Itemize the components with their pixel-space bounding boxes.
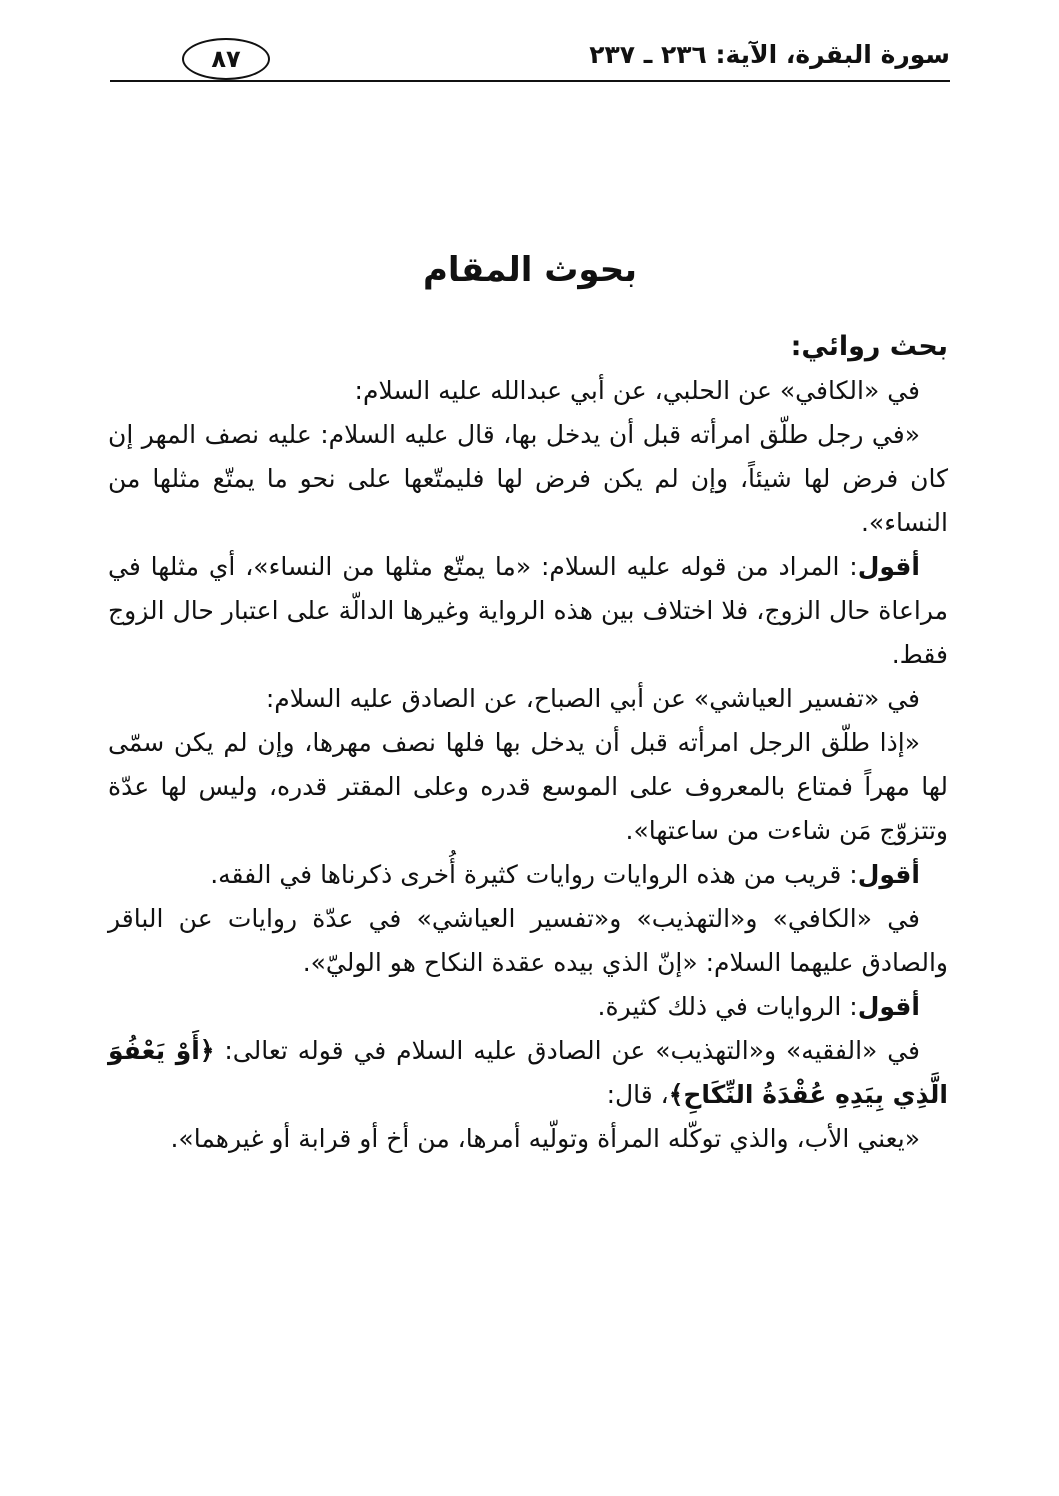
paragraph-text-after: ، قال: bbox=[606, 1080, 669, 1109]
paragraph-text: «إذا طلّق الرجل امرأته قبل أن يدخل بها فلها نصف مهرها، وإن لم يكن سمّى لها مهراً فمتاع بالمعروف على الموسع قدره وعلى المقتر قدره، وليس لها عدّة وتتزوّج مَن شاءت من ساعتها». bbox=[108, 728, 948, 845]
paragraph bbox=[108, 1117, 948, 1161]
page-number: ٨٧ bbox=[182, 38, 270, 80]
page-title: بحوث المقام bbox=[423, 250, 637, 290]
paragraph bbox=[108, 677, 948, 721]
paragraph bbox=[108, 545, 948, 677]
paragraph-lead: أقول bbox=[857, 860, 920, 889]
paragraph bbox=[108, 369, 948, 413]
paragraph-text: : قريب من هذه الروايات روايات كثيرة أُخرى ذكرناها في الفقه. bbox=[210, 860, 858, 889]
paragraph-lead: أقول bbox=[857, 992, 920, 1021]
paragraph-lead: أقول bbox=[857, 552, 920, 581]
paragraph-text: «يعني الأب، والذي توكّله المرأة وتولّيه أمرها، من أخ أو قرابة أو غيرهما». bbox=[170, 1124, 920, 1153]
page-header bbox=[110, 38, 950, 88]
paragraph-text: «في رجل طلّق امرأته قبل أن يدخل بها، قال عليه السلام: عليه نصف المهر إن كان فرض لها شيئاً، وإن لم يكن فرض لها فليمتّعها على نحو ما يمتّع مثلها من النساء». bbox=[108, 420, 948, 537]
paragraph bbox=[108, 985, 948, 1029]
paragraph-text: : الروايات في ذلك كثيرة. bbox=[597, 992, 858, 1021]
paragraph-text: : المراد من قوله عليه السلام: «ما يمتّع مثلها من النساء»، أي مثلها في مراعاة حال الزوج، فلا اختلاف بين هذه الرواية وغيرها الدالّة على اعتبار حال الزوج فقط. bbox=[108, 552, 948, 669]
paragraph bbox=[108, 721, 948, 853]
paragraph-text: في «الكافي» عن الحلبي، عن أبي عبدالله عليه السلام: bbox=[354, 376, 920, 405]
paragraph bbox=[108, 1029, 948, 1117]
body-text bbox=[108, 325, 948, 1161]
paragraph bbox=[108, 897, 948, 985]
quran-verse: ﴿أَوْ يَعْفُوَ الَّذِي بِيَدِهِ عُقْدَةُ النِّكَاحِ﴾ bbox=[108, 1036, 948, 1109]
paragraph-text: في «الكافي» و«التهذيب» و«تفسير العياشي» في عدّة روايات عن الباقر والصادق عليهما السلام: «إنّ الذي بيده عقدة النكاح هو الوليّ». bbox=[108, 904, 948, 977]
header-rule bbox=[110, 80, 950, 82]
paragraph-text: في «الفقيه» و«التهذيب» عن الصادق عليه السلام في قوله تعالى: bbox=[224, 1036, 920, 1065]
paragraph bbox=[108, 413, 948, 545]
paragraph-text: في «تفسير العياشي» عن أبي الصباح، عن الصادق عليه السلام: bbox=[265, 684, 920, 713]
paragraph bbox=[108, 853, 948, 897]
section-heading: بحث روائي: bbox=[790, 331, 948, 362]
running-title: سورة البقرة، الآية: ٢٣٦ ـ ٢٣٧ bbox=[589, 40, 950, 69]
